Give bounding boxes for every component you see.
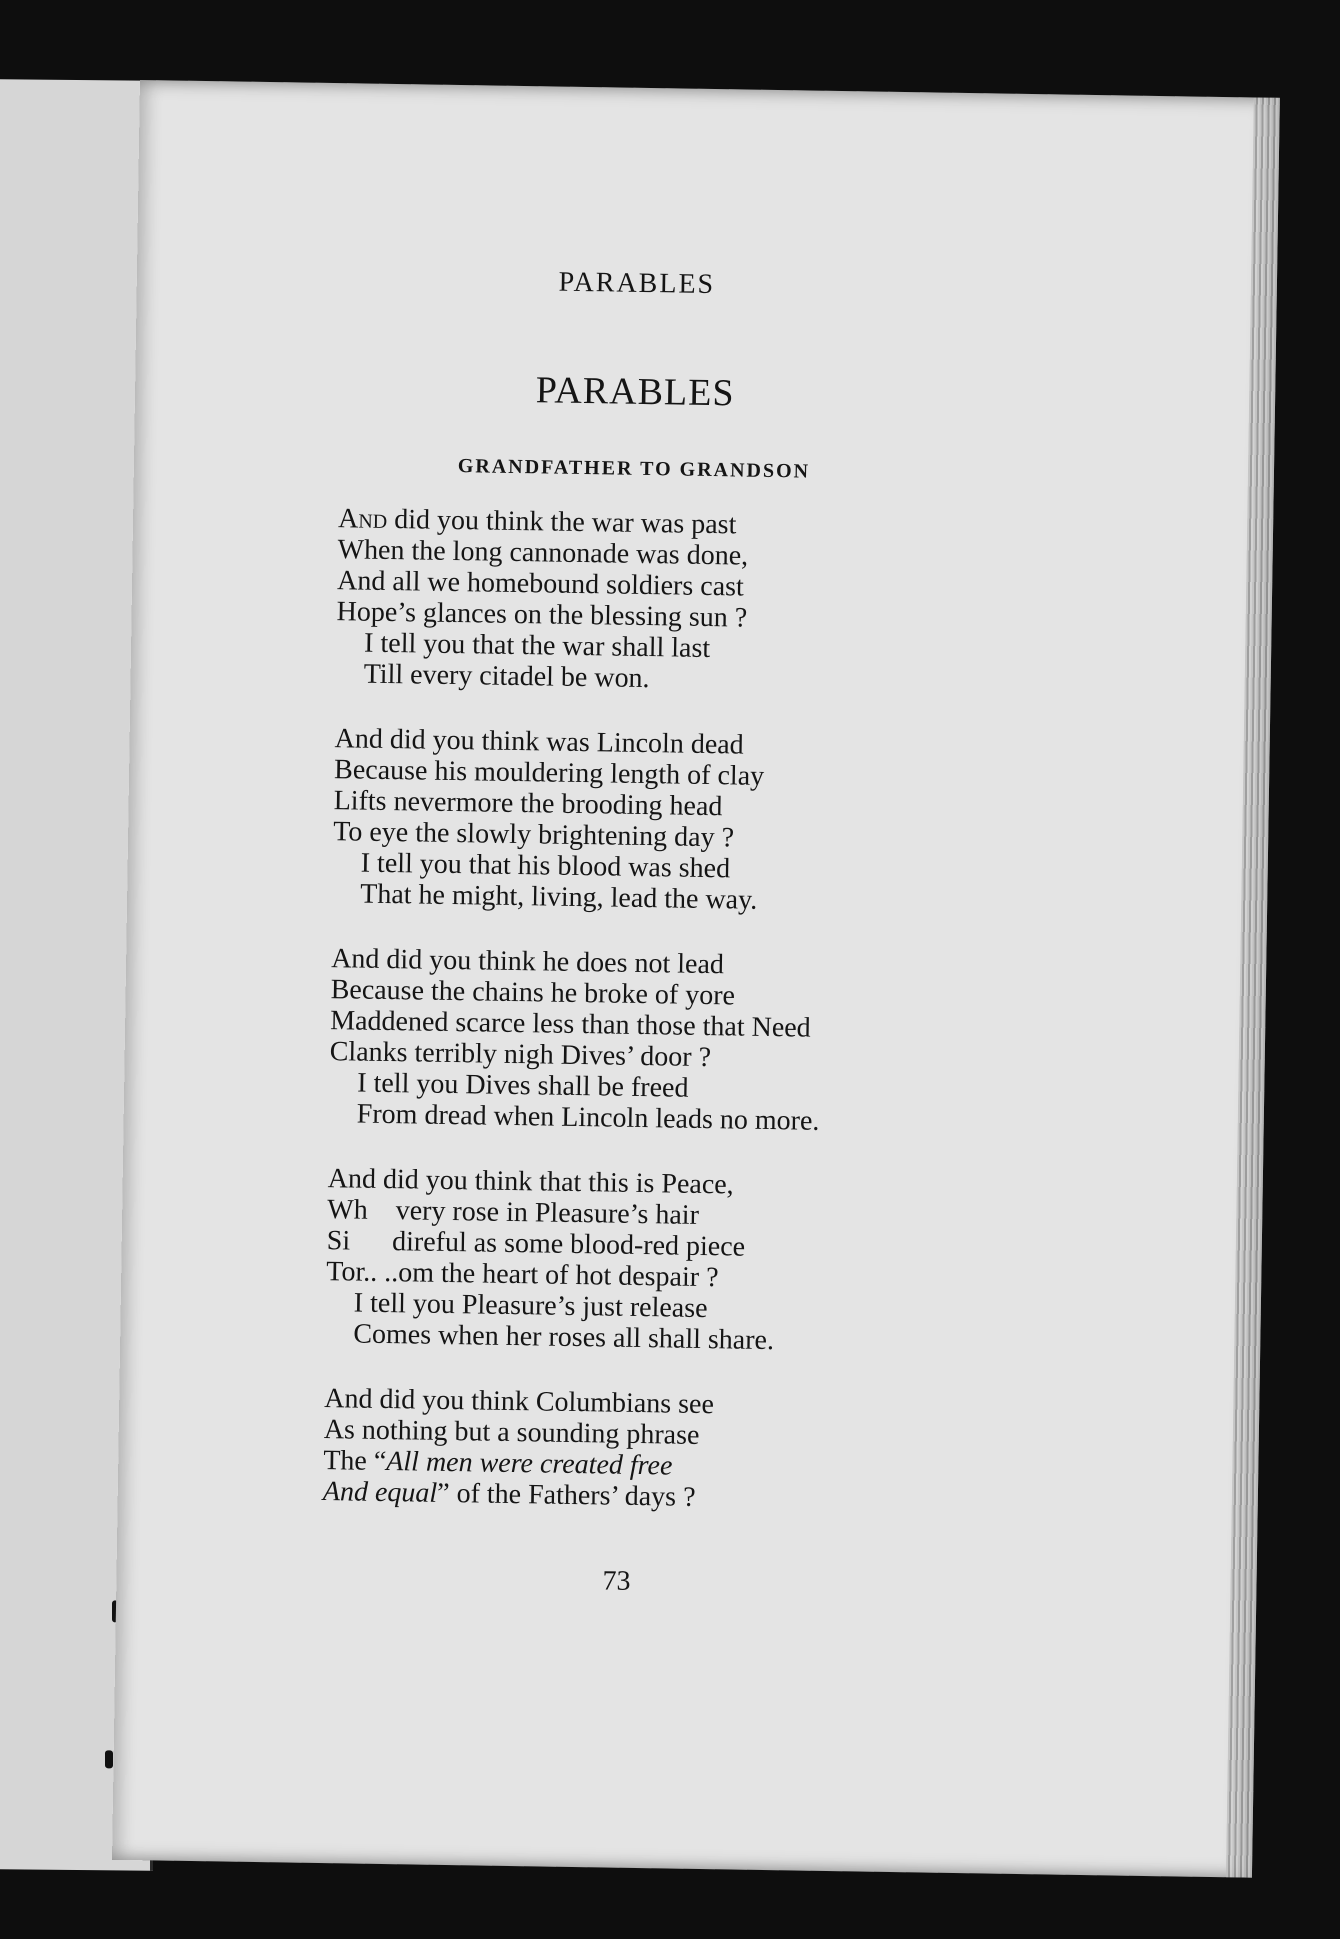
poem-line: I tell you that his blood was shed [360,847,731,885]
poem-line: Because the chains he broke of yore [330,974,736,1012]
poem-line: Clanks terribly nigh Dives’ door ? [329,1036,712,1074]
page-number: 73 [602,1565,631,1597]
poem-subtitle: GRANDFATHER TO GRANDSON [457,455,811,483]
poem-line: Maddened scarce less than those that Need [330,1005,811,1044]
poem-line: Tor.. ..om the heart of hot despair ? [326,1256,719,1294]
poem-line: That he might, living, lead the way. [359,878,758,916]
poem-line: Because his mouldering length of clay [333,754,765,792]
line-text: The “ [323,1445,387,1478]
drop-word: And [337,503,388,535]
poem-line: And did you think he does not lead [330,943,725,981]
poem-line: To eye the slowly brightening day ? [332,816,735,854]
poem-line: From dread when Lincoln leads no more. [356,1098,820,1137]
binding-mark [105,1750,113,1768]
stanza [335,503,1038,700]
poem-line: And did you think that this is Peace, [327,1163,734,1201]
stanza [329,943,1032,1140]
poem-line: I tell you that the war shall last [363,627,711,665]
poem-title: PARABLES [535,369,735,415]
stanza [323,1383,1025,1518]
running-head: PARABLES [558,266,716,301]
poem-line: Wh very rose in Pleasure’s hair [327,1194,700,1231]
poem-line: Si direful as some blood-red piece [326,1225,746,1263]
page-edge [1226,97,1280,1877]
poem-line: As nothing but a sounding phrase [323,1414,700,1451]
poem-body [322,503,1038,1552]
poem-line: Till every citadel be won. [363,658,650,695]
stanza [325,1163,1028,1360]
poem-line: When the long cannonade was done, [337,534,749,572]
stanza [332,723,1035,920]
quoted-text: All men were created free [386,1446,673,1482]
line-text: ” of the Fathers’ days ? [436,1477,696,1513]
quoted-text: And equal [322,1476,438,1509]
poem-line: I tell you Pleasure’s just release [353,1287,708,1325]
poem-line: Comes when her roses all shall share. [353,1318,775,1357]
line-text: did you think the war was past [386,503,737,541]
poem-line: Hope’s glances on the blessing sun ? [336,596,748,634]
poem-line: And all we homebound soldiers cast [336,565,745,603]
poem-line: I tell you Dives shall be freed [357,1067,689,1104]
book-page [112,80,1280,1878]
poem-line: And did you think Columbians see [324,1383,715,1421]
poem-line: And did you think was Lincoln dead [334,723,744,761]
poem-line: Lifts nevermore the brooding head [333,785,723,823]
